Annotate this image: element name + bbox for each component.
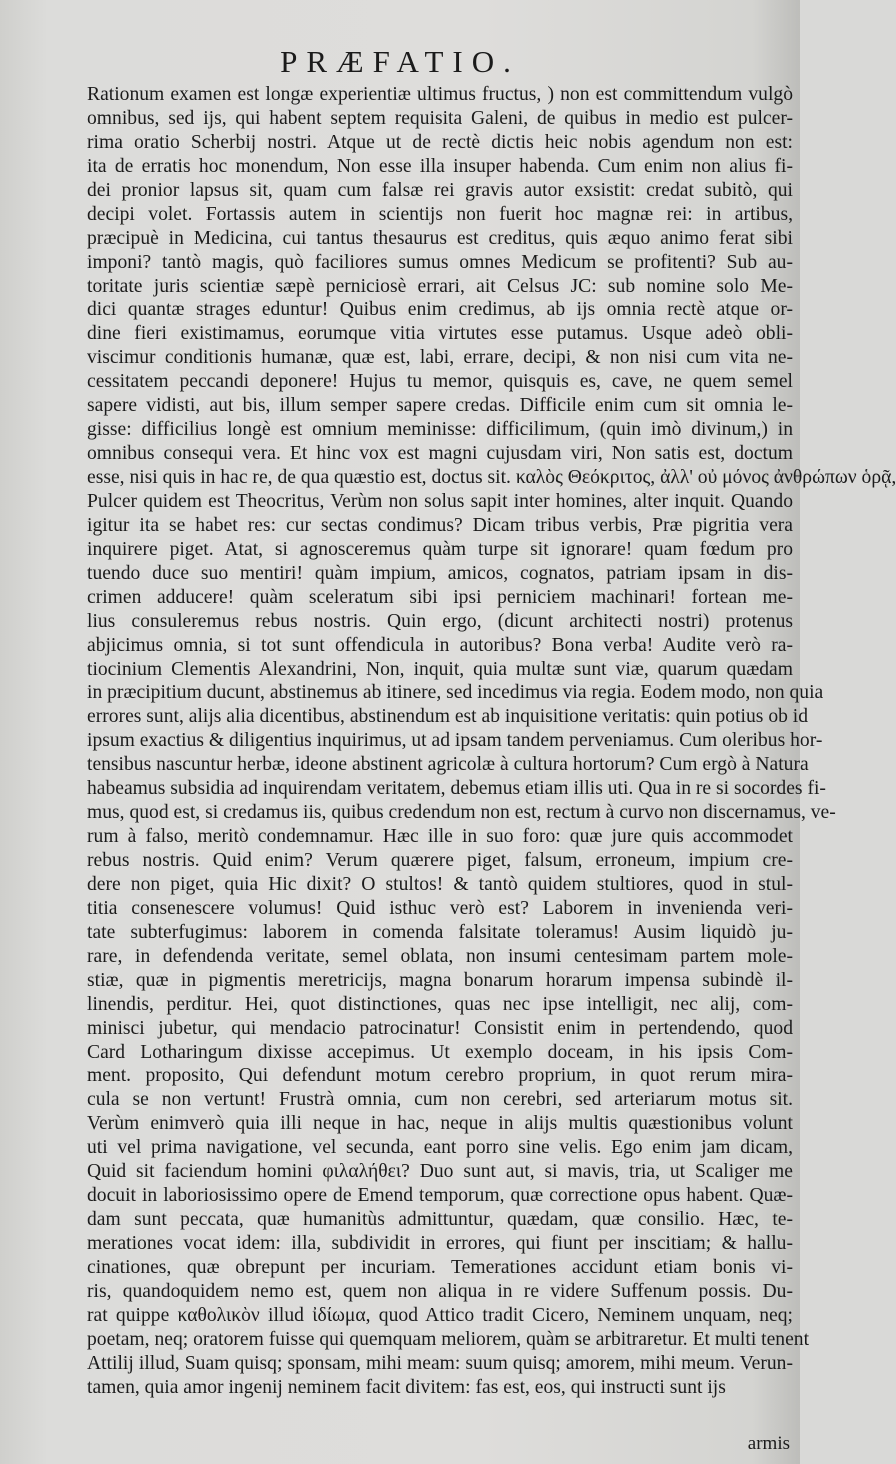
text-line: ita de erratis hoc monendum, Non esse illa insuper habenda. Cum enim non alius fi- (87, 155, 793, 177)
text-line: rima oratio Scherbij nostri. Atque ut de rectè dictis heic nobis agendum non est: (87, 131, 793, 153)
text-line: Quid sit faciendum homini φιλαλήθει? Duo sunt aut, si mavis, tria, ut Scaliger me (87, 1161, 793, 1183)
text-line: poetam, neq; oratorem fuisse qui quemquam meliorem, quàm se arbitraretur. Et multi tenent (87, 1328, 810, 1350)
text-line: igitur ita se habet res: cur sectas condimus? Dicam tribus verbis, Præ pigritia vera (87, 514, 793, 536)
text-line: tiocinium Clementis Alexandrini, Non, inquit, quia multæ sunt viæ, quarum quædam (87, 658, 793, 680)
text-line: uti vel prima navigatione, vel secunda, eant porro sine velis. Ego enim jam dicam, (87, 1137, 793, 1159)
catchword: armis (747, 1433, 790, 1454)
text-line: merationes vocat idem: illa, subdividit in errores, qui fiunt per inscitiam; & hallu- (87, 1233, 793, 1254)
text-line: dici quantæ strages eduntur! Quibus enim credimus, ab ijs omnia rectè atque or- (87, 299, 793, 321)
text-line: rebus nostris. Quid enim? Verum quærere piget, falsum, erroneum, impium cre- (87, 850, 793, 871)
text-line: esse, nisi quis in hac re, de qua quæstio est, doctus sit. καλὸς Θεόκριτος, ἀλλ' οὐ μόνος ἀνθρώπων ὁρᾷ, (87, 467, 896, 488)
text-line: in præcipitium ducunt, abstinemus ab itinere, sed incedimus via regia. Eodem modo, non quia (87, 682, 824, 704)
text-line: Pulcer quidem est Theocritus, Verùm non solus sapit inter homines, alter inquit. Quando (87, 490, 793, 512)
text-line: abjicimus omnia, si tot sunt offendicula in autoribus? Bona verba! Audite verò ra- (87, 634, 793, 656)
text-line: Attilij illud, Suam quisq; sponsam, mihi meam: suum quisq; amorem, mihi meum. Verun- (87, 1352, 793, 1374)
text-line: mus, quod est, si credamus iis, quibus credendum non est, rectum à curvo non discernamus, ve- (87, 802, 836, 824)
text-line: toritate juris scientiæ sæpè perniciosè errari, ait Celsus JC: sub nomine solo Me- (87, 275, 793, 297)
text-line: errores sunt, alijs alia dicentibus, abstinendum est ab inquisitione veritatis: quin potius ob id (87, 706, 809, 728)
text-line: docuit in laboriosissimo opere de Emend temporum, quæ correctione opus habent. Quæ- (87, 1185, 793, 1207)
text-line: Verùm enimverò quia illi neque in hac, neque in alijs multis quæstionibus volunt (87, 1113, 793, 1135)
text-line: crimen adducere! quàm sceleratum sibi ipsi perniciem machinari! fortean me- (87, 586, 793, 608)
text-line: rare, in defendenda veritate, semel oblata, non insumi centesimam partem mole- (87, 945, 793, 967)
text-line: viscimur conditionis humanæ, quæ est, labi, errare, decipi, & non nisi cum vita ne- (87, 347, 793, 369)
text-line: linendis, perditur. Hei, quot distinctiones, quas nec ipse intelligit, nec alij, com- (87, 993, 793, 1015)
text-line: inquirere piget. Atat, si agnosceremus quàm turpe sit ignorare! quam fœdum pro (87, 538, 793, 560)
text-line: omnibus consequi vera. Et hinc vox est magni cujusdam viri, Non satis est, doctum (87, 443, 793, 465)
text-line: minisci jubetur, qui mendacio patrocinatur! Consistit enim in pertendendo, quod (87, 1017, 793, 1039)
text-line: habeamus subsidia ad inquirendam veritatem, debemus etiam illis uti. Qua in re si socordes fi- (87, 778, 826, 800)
text-line: Card Lotharingum dixisse accepimus. Ut exemplo doceam, in his ipsis Com- (87, 1041, 793, 1063)
body-text (87, 83, 896, 1400)
text-line: stiæ, quæ in pigmentis meretricijs, magna bonarum horarum impensa subindè il- (87, 969, 793, 991)
text-line: Rationum examen est longæ experientiæ ultimus fructus, ) non est committendum vulgò (87, 84, 793, 105)
text-line: sapere vidisti, aut bis, illum semper sapere credas. Difficile enim cum sit omnia le- (87, 395, 793, 417)
text-line: titia consenescere volumus! Quid isthuc verò est? Laborem in invenienda veri- (87, 897, 793, 919)
text-line: tamen, quia amor ingenij neminem facit divitem: fas est, eos, qui instructi sunt ijs (87, 1376, 726, 1398)
text-line: ment. proposito, Qui defendunt motum cerebro proprium, in quot rerum mira- (87, 1065, 793, 1087)
text-line: tensibus nascuntur herbæ, ideone abstinent agricolæ à cultura hortorum? Cum ergò à Natura (87, 754, 809, 776)
text-line: cinationes, quæ obrepunt per incuriam. Temerationes accidunt etiam bonis vi- (87, 1256, 793, 1278)
text-line: dam sunt peccata, quæ humanitùs admittuntur, quædam, quæ consilio. Hæc, te- (87, 1209, 793, 1231)
text-line: tate subterfugimus: laborem in comenda falsitate toleramus! Ausim liquidò ju- (87, 921, 793, 943)
page-header: PRÆFATIO. (280, 44, 520, 79)
text-line: dei pronior lapsus sit, quam cum falsæ rei gravis autor exsistit: credat subitò, qui (87, 179, 793, 201)
text-line: omnibus, sed ijs, qui habent septem requisita Galeni, de quibus in medio est pulcer- (87, 107, 793, 129)
text-line: præcipuè in Medicina, cui tantus thesaurus est creditus, quis æquo animo ferat sibi (87, 227, 793, 249)
text-line: dine fieri existimamus, eorumque vitia virtutes esse putamus. Usque adeò obli- (87, 323, 793, 345)
text-line: imponi? tantò magis, quò faciliores sumus omnes Medicum se profitenti? Sub au- (87, 251, 793, 273)
text-line: tuendo duce suo mentiri! quàm impium, amicos, cognatos, patriam ipsam in dis- (87, 562, 793, 584)
text-line: ipsum exactius & diligentius inquirimus, ut ad ipsam tandem perveniamus. Cum oleribus hor- (87, 730, 823, 752)
text-line: ris, quandoquidem nemo est, quem non aliqua in re videre Suffenum possis. Du- (87, 1280, 793, 1302)
text-line: cessitatem peccandi deponere! Hujus tu memor, quisquis es, cave, ne quem semel (87, 371, 793, 393)
text-line: gisse: difficilius longè est omnium meminisse: difficilimum, (quin imò divinum,) in (87, 419, 793, 441)
text-line: rum à falso, meritò condemnamur. Hæc ille in suo foro: quæ jure quis accommodet (87, 826, 793, 848)
text-line: decipi volet. Fortassis autem in scientijs non fuerit hoc magnæ rei: in artibus, (87, 203, 793, 225)
text-line: dere non piget, quia Hic dixit? O stultos! & tantò quidem stultiores, quod in stul- (87, 873, 793, 895)
text-line: rat quippe καθολικὸν illud ἰδίωμα, quod Attico tradit Cicero, Neminem unquam, neq; (87, 1304, 793, 1326)
text-line: cula se non vertunt! Frustrà omnia, cum non cerebri, sed arteriarum motus sit. (87, 1089, 793, 1111)
text-line: lius consuleremus rebus nostris. Quin ergo, (dicunt architecti nostri) protenus (87, 610, 793, 632)
